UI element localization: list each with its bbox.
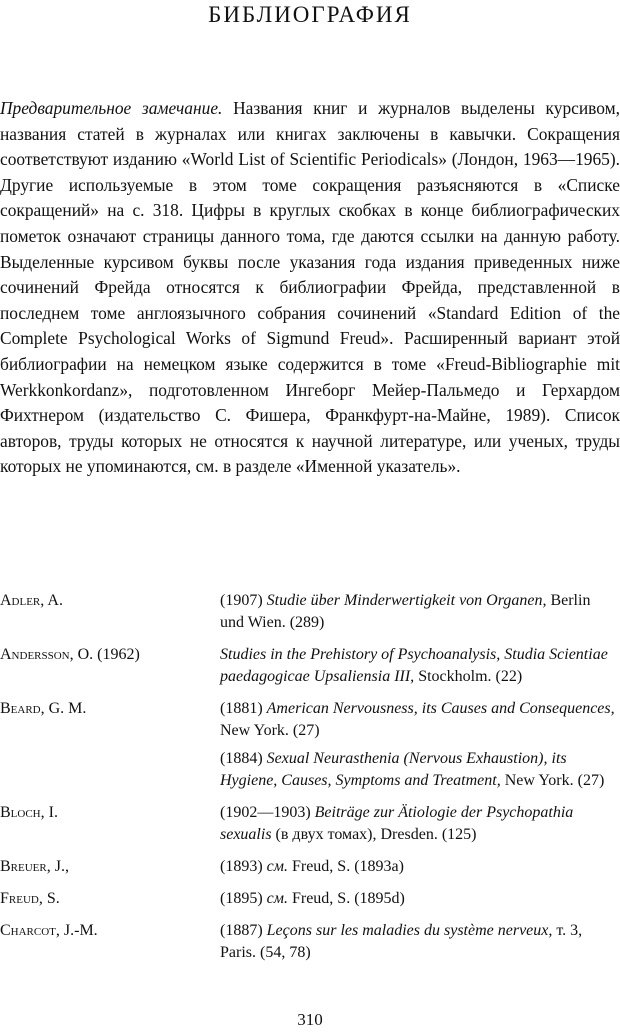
bibliography-entry <box>0 888 620 910</box>
entry-pre: (1895) <box>220 890 267 907</box>
entry-pre: (1907) <box>220 592 267 609</box>
bibliography-entry <box>0 698 620 742</box>
entry-reference <box>220 644 620 688</box>
entry-pre: (1881) <box>220 700 267 717</box>
entry-work: Studies in the Prehistory of Psychoanalysis, Studia Scientiae paedagogicae Upsaliensia III, <box>220 646 608 685</box>
entry-post: Stockholm. (22) <box>414 668 523 685</box>
page-number: 310 <box>297 1010 323 1029</box>
entry-author: Adler, A. <box>0 592 63 609</box>
entry-work: Beiträge zur Ätiologie der Psychopathia sexualis <box>220 804 574 843</box>
entry-work: American Nervousness, its Causes and Consequences, <box>266 700 615 717</box>
entry-reference <box>220 748 620 792</box>
entry-author: Breuer, J., <box>0 858 69 875</box>
bibliography-entry <box>0 802 620 846</box>
entry-reference <box>220 888 620 910</box>
bibliography-entry <box>0 856 620 878</box>
entry-post: New York. (27) <box>500 772 605 789</box>
entry-author: Freud, S. <box>0 890 60 907</box>
entry-author: Charcot, J.-M. <box>0 922 98 939</box>
entry-reference <box>220 802 620 846</box>
entry-reference <box>220 856 620 878</box>
entry-work: см. <box>266 858 288 875</box>
entry-post: т. 3, Paris. (54, 78) <box>220 922 583 961</box>
entry-post: New York. (27) <box>220 722 320 739</box>
bibliography-entry <box>0 748 620 792</box>
preface-paragraph <box>0 96 620 480</box>
entry-work: Studie über Minderwertigkeit von Organen, <box>266 592 547 609</box>
entry-author: Beard, G. M. <box>0 700 87 717</box>
entry-pre: (1884) <box>220 750 267 767</box>
entry-work: Sexual Neurasthenia (Nervous Exhaustion), its Hygiene, Causes, Symptoms and Treatment, <box>220 750 567 789</box>
entry-post: Freud, S. (1895d) <box>287 890 405 907</box>
entry-reference <box>220 698 620 742</box>
bibliography-list <box>0 590 620 974</box>
entry-post: Berlin und Wien. (289) <box>220 592 591 631</box>
entry-author: Bloch, I. <box>0 804 58 821</box>
entry-pre: (1902—1903) <box>220 804 315 821</box>
bibliography-entry <box>0 590 620 634</box>
entry-work: Leçons sur les maladies du système nerveux, <box>266 922 553 939</box>
entry-post: Freud, S. (1893a) <box>287 858 404 875</box>
entry-pre: (1893) <box>220 858 267 875</box>
entry-author <box>0 748 220 792</box>
entry-author: Andersson, O. (1962) <box>0 646 140 663</box>
preface-text: Названия книг и журналов выделены курсивом, названия статей в журналах или книгах заключены в кавычки. Сокращения соответствуют изданию «World List of Scientific Periodicals» (Лондон, 1963—1965). Другие используемые в этом томе сокращения разъясняются в «Списке сокращений» на с. 318. Цифры в круглых скобках в конце библиографических пометок означают страницы данного тома, где даются ссылки на данную работу. Выделенные курсивом буквы после указания года издания приведенных ниже сочинений Фрейда относятся к библиографии Фрейда, представленной в последнем томе англоязычного собрания сочинений «Standard Edition of the Complete Psychological Works of Sigmund Freud». Расширенный вариант этой библиографии на немецком языке содержится в томе «Freud-Bibliographie mit Werkkonkordanz», подготовленном Ингеборг Мейер-Пальмедо и Герхардом Фихтнером (издательство С. Фишера, Франкфурт-на-Майне, 1989). Список авторов, труды которых не относятся к научной литературе, или ученых, труды которых не упоминаются, см. в разделе «Именной указатель». <box>0 98 620 477</box>
entry-reference <box>220 590 620 634</box>
page-title: БИБЛИОГРАФИЯ <box>208 2 412 27</box>
entry-work: см. <box>266 890 288 907</box>
bibliography-entry <box>0 920 620 964</box>
preface-lead: Предварительное замечание. <box>0 98 223 118</box>
entry-post: (в двух томах), Dresden. (125) <box>271 826 477 843</box>
entry-pre: (1887) <box>220 922 267 939</box>
bibliography-entry <box>0 644 620 688</box>
entry-reference <box>220 920 620 964</box>
